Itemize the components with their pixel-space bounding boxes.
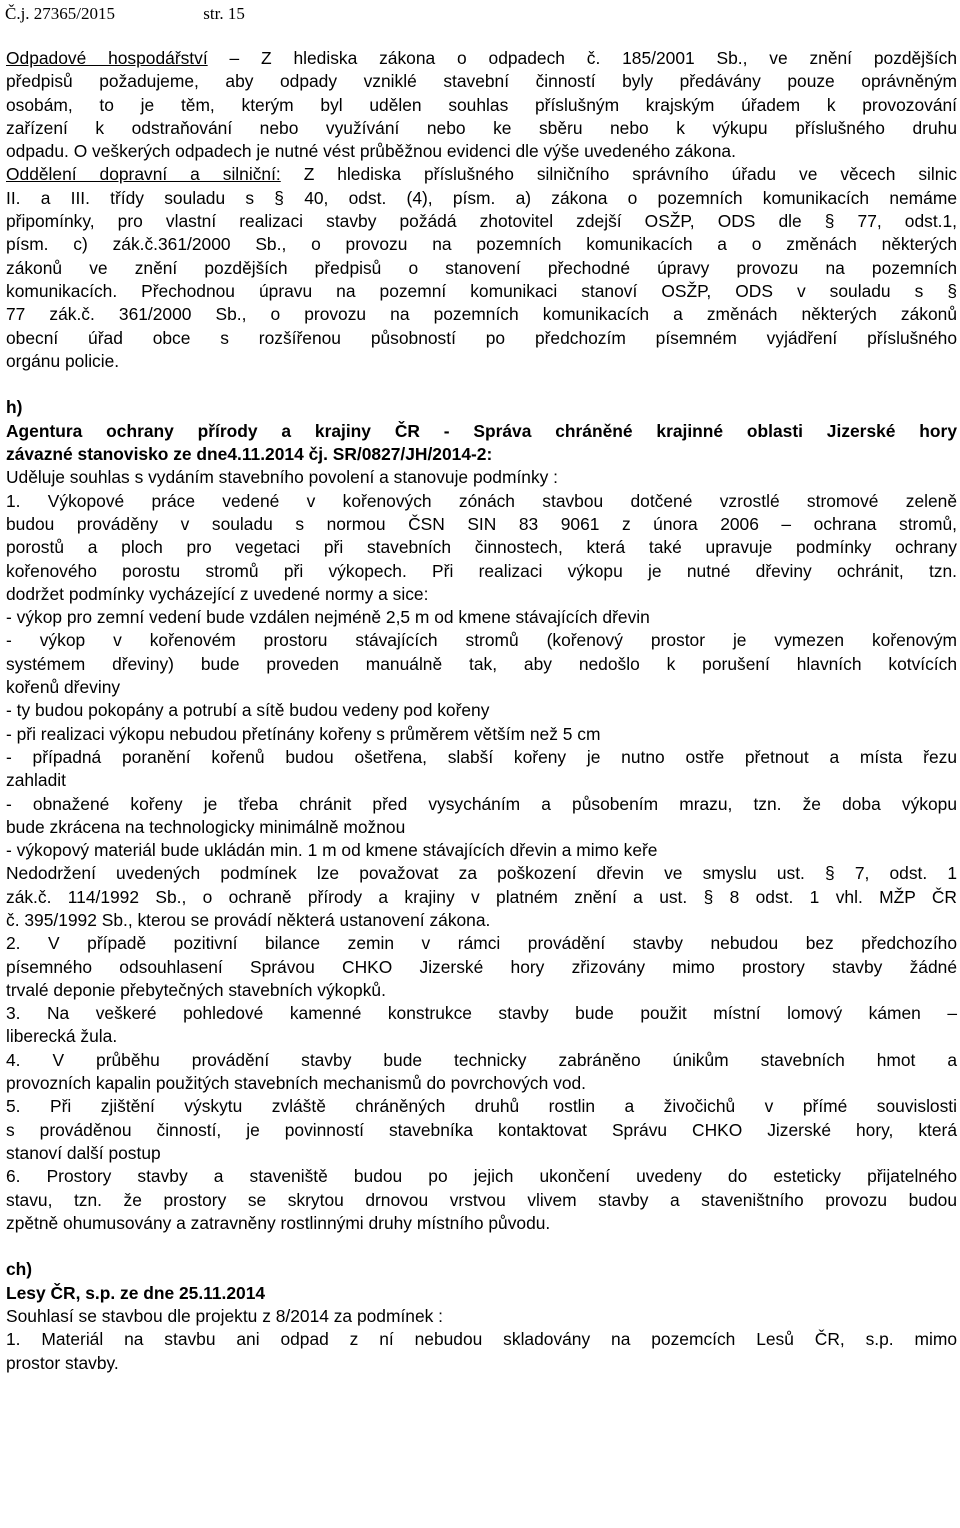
section-heading: Odpadové hospodářství <box>6 48 208 68</box>
text-line: bude zkrácena na technologicky minimálně možnou <box>6 816 406 837</box>
text-line: budou prováděny v souladu s normou ČSN SIN 83 9061 z února 2006 – ochrana stromů, <box>6 513 957 534</box>
document-body <box>6 47 957 1375</box>
text-line: stanoví další postup <box>6 1142 161 1163</box>
text-line: Lesy ČR, s.p. ze dne 25.11.2014 <box>6 1282 266 1303</box>
text-line: Oddělení dopravní a silniční: Z hlediska příslušného silničního správního úřadu ve věcech silnic <box>6 164 958 185</box>
text-line: porostů a ploch pro vegetaci při stavebních činnostech, která také upravuje podmínky ochrany <box>6 537 957 558</box>
text-line: zahladit <box>6 770 66 791</box>
text-line: - výkop pro zemní vedení bude vzdálen nejméně 2,5 m od kmene stávajících dřevin <box>6 607 650 628</box>
text-line: Uděluje souhlas s vydáním stavebního povolení a stanovuje podmínky : <box>6 467 558 488</box>
document-reference: Č.j. 27365/2015 <box>5 4 116 23</box>
text-line: stavu, tzn. že prostory se skrytou drnovou vrstvou vlivem stavby a staveništního provozu budou <box>6 1189 957 1210</box>
text-line: orgánu policie. <box>6 350 120 371</box>
text-line: - případná poranění kořenů budou ošetřena, slabší kořeny je nutno ostře přetnout a místa řezu <box>6 746 957 767</box>
text-line: zařízení k odstraňování nebo využívání nebo ke sběru nebo k výkupu příslušného druhu <box>6 117 957 138</box>
text-line: 3. Na veškeré pohledové kamenné konstrukce stavby bude použit místní lomový kámen – <box>6 1003 957 1024</box>
text-line: - při realizaci výkopu nebudou přetínány kořeny s průměrem větším než 5 cm <box>6 723 601 744</box>
text-line: předpisů požadujeme, aby odpady vzniklé stavební činností byly předávány pouze oprávněným <box>6 71 957 92</box>
text-line: 2. V případě pozitivní bilance zemin v rámci provádění stavby nebudou bez předchozího <box>6 933 957 954</box>
text-line: komunikacích. Přechodnou úpravu na pozemní komunikaci stanoví OSŽP, ODS v souladu s § <box>6 280 957 301</box>
text-line: provozních kapalin použitých stavebních mechanismů do povrchových vod. <box>6 1073 587 1094</box>
text-line: dodržet podmínky vycházející z uvedené normy a sice: <box>6 583 429 604</box>
text-line: kořenového porostu stromů při výkopech. Při realizaci výkopu je nutné dřeviny ochránit, tzn. <box>6 560 957 581</box>
text-line: zpětně ohumusovány a zatravněny rostlinnými druhy místního původu. <box>6 1212 551 1233</box>
text-line: - výkopový materiál bude ukládán min. 1 m od kmene stávajících dřevin a mimo keře <box>6 840 658 861</box>
text-line: Agentura ochrany přírody a krajiny ČR - Správa chráněné krajinné oblasti Jizerské hory <box>6 420 957 441</box>
text-line: ch) <box>6 1259 33 1280</box>
text-line: prostor stavby. <box>6 1352 119 1373</box>
text-line: kořenů dřeviny <box>6 677 121 698</box>
text-line: zákonů ve znění pozdějších předpisů o stanovení přechodné úpravy provozu na pozemních <box>6 257 957 278</box>
text-line: 5. Při zjištění výskytu zvláště chráněných druhů rostlin a živočichů v přímé souvislosti <box>6 1096 957 1117</box>
text-line: zák.č. 114/1992 Sb., o ochraně přírody a krajiny v platném znění a ust. § 8 odst. 1 vhl. MŽP ČR <box>6 886 957 907</box>
text-line: - obnažené kořeny je třeba chránit před vysycháním a působením mrazu, tzn. že doba výkopu <box>6 793 957 814</box>
text-line: liberecká žula. <box>6 1026 118 1047</box>
text-line: písemného odsouhlasení Správou CHKO Jizerské hory zřizovány mimo prostory stavby žádné <box>6 956 957 977</box>
text-line: - ty budou pokopány a potrubí a sítě budou vedeny pod kořeny <box>6 700 490 721</box>
text-line: 1. Materiál na stavbu ani odpad z ní nebudou skladovány na pozemcích Lesů ČR, s.p. mimo <box>6 1329 957 1350</box>
text-line: 4. V průběhu provádění stavby bude technicky zabráněno únikům stavebních hmot a <box>6 1049 957 1070</box>
text-line: trvalé deponie přebytečných stavebních výkopků. <box>6 979 386 1000</box>
text-line: písm. c) zák.č.361/2000 Sb., o provozu na pozemních komunikacích a o změnách některých <box>6 234 957 255</box>
blank-line <box>6 373 957 396</box>
text-line: osobám, to je těm, kterým byl udělen souhlas příslušným krajským úřadem k provozování <box>6 94 957 115</box>
text-line: h) <box>6 397 23 418</box>
text-line: s prováděnou činností, je povinností stavebníka kontaktovat Správu CHKO Jizerské hory, která <box>6 1119 957 1140</box>
text-line: 1. Výkopové práce vedené v kořenových zónách stavbou dotčené vzrostlé stromové zeleně <box>6 490 957 511</box>
blank-line <box>6 1235 957 1258</box>
text-line: připomínky, pro vlastní realizaci stavby požádá zhotovitel zdejší OSŽP, ODS dle § 77, odst.1, <box>6 211 957 232</box>
text-line: Odpadové hospodářství – Z hlediska zákona o odpadech č. 185/2001 Sb., ve znění pozdějších <box>6 48 957 68</box>
text-line: 6. Prostory stavby a staveniště budou po jejich ukončení uvedeny do esteticky přijatelného <box>6 1166 957 1187</box>
text-line: závazné stanovisko ze dne4.11.2014 čj. SR/0827/JH/2014-2: <box>6 444 493 465</box>
page-header <box>5 3 245 25</box>
text-line: - výkop v kořenovém prostoru stávajících stromů (kořenový prostor je vymezen kořenovým <box>6 630 957 651</box>
text-line: obecní úřad obce s rozšířenou působností po předchozím písemném vyjádření příslušného <box>6 327 957 348</box>
text-line: Souhlasí se stavbou dle projektu z 8/2014 za podmínek : <box>6 1306 443 1327</box>
text-line: 77 zák.č. 361/2000 Sb., o provozu na pozemních komunikacích a změnách některých zákonů <box>6 304 957 325</box>
text-line: odpadu. O veškerých odpadech je nutné vést průběžnou evidenci dle výše uvedeného zákona. <box>6 141 736 162</box>
text-line: systémem dřeviny) bude proveden manuálně tak, aby nedošlo k porušení hlavních kotvících <box>6 653 957 674</box>
page-number: str. 15 <box>203 4 245 23</box>
section-heading: Oddělení dopravní a silniční: <box>6 164 281 185</box>
text-line: II. a III. třídy souladu s § 40, odst. (4), písm. a) zákona o pozemních komunikacích nemáme <box>6 187 957 208</box>
text-line: č. 395/1992 Sb., kterou se provádí některá ustanovení zákona. <box>6 909 491 930</box>
text-line: Nedodržení uvedených podmínek lze považovat za poškození dřevin ve smyslu ust. § 7, odst. 1 <box>6 863 957 884</box>
